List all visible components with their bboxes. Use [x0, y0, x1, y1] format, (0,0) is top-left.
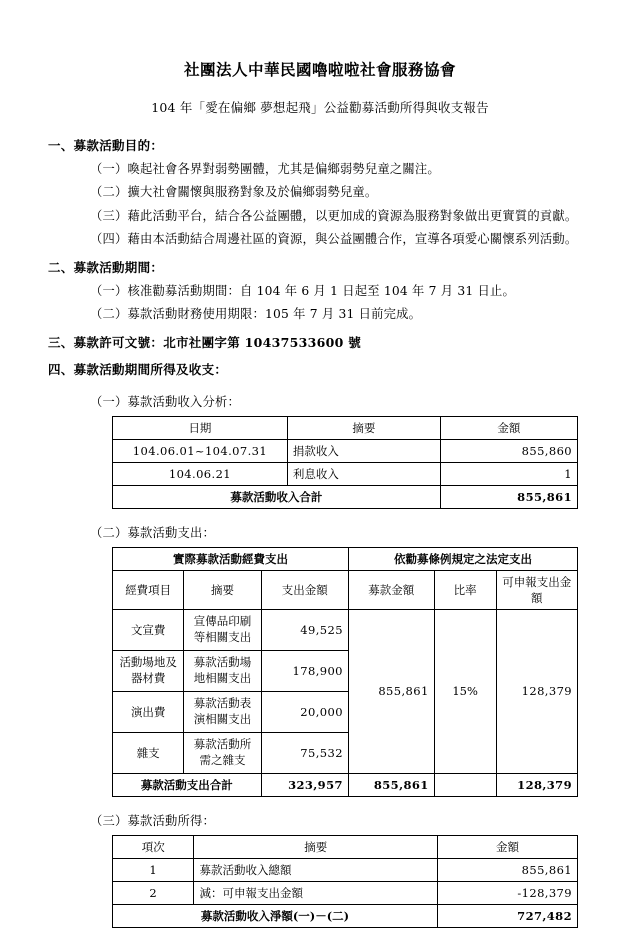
income-table: [112, 416, 578, 509]
cell-amount: 75,532: [261, 732, 348, 773]
list-item: （三）藉此活動平台，結合各公益團體，以更加成的資源為服務對象做出更實質的貢獻。: [90, 208, 578, 223]
list-item: （一）喚起社會各界對弱勢團體，尤其是偏鄉弱勢兒童之關注。: [90, 162, 440, 176]
list-item: （二）擴大社會關懷與服務對象及於偏鄉弱勢兒童。: [90, 185, 378, 200]
net-table-label: （三）募款活動所得：: [90, 813, 215, 828]
cell-no: 1: [113, 858, 194, 881]
column-header-fund: 募款金額: [348, 570, 434, 609]
table-total-row: [113, 485, 578, 508]
table-header-row: [113, 835, 578, 858]
column-header-desc: 摘要: [184, 570, 261, 609]
table-row: [113, 439, 578, 462]
group-header-actual: 實際募款活動經費支出: [113, 547, 349, 570]
cell-desc-line2: 地相關支出: [193, 670, 252, 685]
section-heading: 四、募款活動期間所得及收支：: [48, 361, 228, 377]
cell-no: 2: [113, 881, 194, 904]
column-header-amount: 金額: [440, 416, 577, 439]
cell-amount: -128,379: [437, 881, 577, 904]
list-item: （二）募款活動財務使用期限：105 年 7 月 31 日前完成。: [90, 307, 422, 322]
cell-item-line2: 器材費: [130, 670, 166, 685]
cell-claimable: 128,379: [496, 609, 577, 773]
cell-item: 演出費: [113, 691, 184, 732]
cell-rate: 15%: [434, 609, 496, 773]
cell-desc-line2: 演相關支出: [193, 711, 252, 726]
column-header-no: 項次: [113, 835, 194, 858]
table-header-row: [113, 416, 578, 439]
cell-total-label: 募款活動支出合計: [113, 773, 262, 796]
cell-amount: 178,900: [261, 650, 348, 691]
cell-desc: 減：可申報支出金額: [194, 881, 437, 904]
column-header-desc: 摘要: [194, 835, 437, 858]
cell-desc-line2: 需之雜支: [199, 752, 246, 767]
cell-total-fund: 855,861: [348, 773, 434, 796]
list-item: （四）藉由本活動結合周邊社區的資源，與公益團體合作，宣導各項愛心關懷系列活動。: [90, 232, 578, 247]
table-row: [113, 609, 578, 650]
section-heading: 三、募款許可文號：北市社團字第 10437533600 號: [48, 334, 362, 350]
expense-table: [112, 547, 578, 797]
column-header-spent: 支出金額: [261, 570, 348, 609]
cell-desc: [184, 732, 261, 773]
cell-total-amount: 323,957: [261, 773, 348, 796]
cell-desc-line1: 募款活動表: [193, 696, 252, 711]
cell-item: 文宣費: [113, 609, 184, 650]
cell-desc-line1: 募款活動場: [193, 655, 252, 670]
cell-total-rate-empty: [434, 773, 496, 796]
cell-item: 雜支: [113, 732, 184, 773]
cell-desc-line1: 宣傳品印刷: [193, 614, 252, 629]
table-row: [113, 858, 578, 881]
cell-desc: [184, 609, 261, 650]
cell-date: 104.06.21: [113, 462, 288, 485]
table-row: [113, 881, 578, 904]
income-table-label: （一）募款活動收入分析：: [90, 394, 240, 409]
section-period: [42, 258, 598, 324]
cell-desc: [184, 691, 261, 732]
table-group-header-row: [113, 547, 578, 570]
cell-item: [113, 650, 184, 691]
group-header-statutory: 依勸募條例規定之法定支出: [348, 547, 577, 570]
column-header-desc: 摘要: [287, 416, 440, 439]
cell-amount: 855,860: [440, 439, 577, 462]
column-header-amount: 金額: [437, 835, 577, 858]
table-total-row: [113, 773, 578, 796]
cell-total-label: 募款活動收入淨額(一)－(二): [113, 904, 438, 927]
net-income-table: [112, 835, 578, 928]
cell-total-amount: 855,861: [440, 485, 577, 508]
expense-table-label: （二）募款活動支出：: [90, 525, 215, 540]
section-purpose: [42, 136, 598, 249]
list-item: （一）核准勸募活動期間：自 104 年 6 月 1 日起至 104 年 7 月 31 日止。: [90, 283, 515, 298]
column-header-claimable: 可申報支出金額: [496, 570, 577, 609]
column-header-rate: 比率: [434, 570, 496, 609]
cell-fund-amount: 855,861: [348, 609, 434, 773]
cell-amount: 49,525: [261, 609, 348, 650]
cell-desc-line2: 等相關支出: [193, 629, 252, 644]
table-header-row: [113, 570, 578, 609]
table-row: [113, 462, 578, 485]
column-header-item: 經費項目: [113, 570, 184, 609]
section-financials: [42, 360, 598, 928]
cell-desc: 募款活動收入總額: [194, 858, 437, 881]
page-subtitle: 104 年「愛在偏鄉 夢想起飛」公益勸募活動所得與收支報告: [151, 100, 489, 115]
section-permit: [42, 333, 598, 351]
cell-desc: 捐款收入: [287, 439, 440, 462]
section-heading: 一、募款活動目的：: [48, 138, 164, 153]
cell-desc: [184, 650, 261, 691]
cell-total-label: 募款活動收入合計: [113, 485, 441, 508]
section-heading: 二、募款活動期間：: [48, 259, 164, 275]
cell-amount: 855,861: [437, 858, 577, 881]
cell-amount: 1: [440, 462, 577, 485]
cell-total-claimable: 128,379: [496, 773, 577, 796]
page-title: 社團法人中華民國嚕啦啦社會服務協會: [183, 60, 456, 79]
cell-desc-line1: 募款活動所: [193, 737, 252, 752]
cell-total-amount: 727,482: [437, 904, 577, 927]
column-header-date: 日期: [113, 416, 288, 439]
cell-date: 104.06.01~104.07.31: [113, 439, 288, 462]
cell-amount: 20,000: [261, 691, 348, 732]
cell-item-line1: 活動場地及: [119, 655, 177, 670]
cell-desc: 利息收入: [287, 462, 440, 485]
table-total-row: [113, 904, 578, 927]
